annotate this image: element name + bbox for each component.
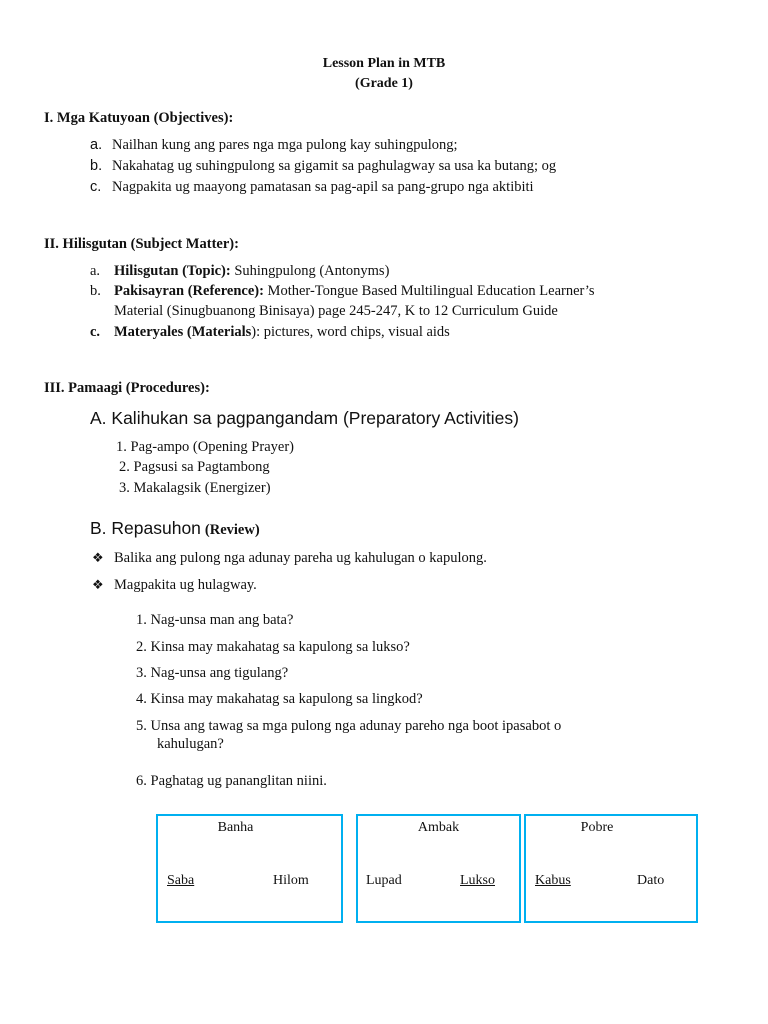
word-box-head: Banha (217, 820, 254, 835)
objective-text: Nagpakita ug maayong pamatasan sa pag-apil sa pang-grupo nga aktibiti (112, 179, 534, 195)
word-box-ambak (356, 814, 521, 923)
word-box-left-word: Saba (167, 873, 195, 888)
subject-label: Hilisgutan (Topic): (114, 263, 231, 279)
procedures-heading: III. Pamaagi (Procedures): (44, 380, 210, 396)
subject-text-continued: Material (Sinugbuanong Binisaya) page 245-247, K to 12 Curriculum Guide (114, 303, 558, 319)
prep-activity-item: 2. Pagsusi sa Pagtambong (119, 459, 270, 475)
subject-text: Mother-Tongue Based Multilingual Education Learner’s (263, 283, 595, 299)
objective-marker: a. (90, 137, 103, 153)
review-bullet (92, 577, 257, 594)
subject-marker: a. (90, 263, 101, 279)
section-b-title: B. Repasuhon (90, 518, 201, 538)
section-b-title-suffix: (Review) (204, 522, 260, 538)
objective-item (90, 179, 534, 196)
word-box-right-word: Lukso (460, 873, 495, 888)
section-b-title-row (90, 518, 260, 539)
subject-label: Materyales (Materials (114, 324, 252, 340)
review-question: 4. Kinsa may makahatag sa kapulong sa lingkod? (136, 691, 423, 707)
review-question: 2. Kinsa may makahatag sa kapulong sa lukso? (136, 639, 410, 655)
word-box-right-word: Dato (637, 873, 665, 888)
review-bullet (92, 550, 487, 567)
review-question: 3. Nag-unsa ang tigulang? (136, 665, 289, 681)
review-question-continued: kahulugan? (157, 736, 224, 752)
objective-text: Nailhan kung ang pares nga mga pulong kay suhingpulong; (112, 137, 458, 153)
diamond-bullet-icon: ❖ (92, 551, 104, 566)
word-box-left-word: Lupad (366, 873, 402, 888)
doc-subtitle: (Grade 1) (355, 76, 413, 91)
subject-label: Pakisayran (Reference): (114, 283, 264, 299)
subject-text: Suhingpulong (Antonyms) (230, 263, 390, 279)
prep-activity-item: 3. Makalagsik (Energizer) (119, 480, 271, 496)
review-question: 1. Nag-unsa man ang bata? (136, 612, 294, 628)
objective-marker: c. (90, 179, 102, 195)
subject-item (90, 263, 389, 280)
objective-item (90, 137, 458, 154)
doc-title: Lesson Plan in MTB (322, 56, 446, 71)
word-box-right-word: Hilom (273, 873, 309, 888)
review-question: 5. Unsa ang tawag sa mga pulong nga adunay pareho nga boot ipasabot o (136, 718, 562, 734)
word-box-head: Pobre (580, 820, 614, 835)
word-box-left-word: Kabus (535, 873, 571, 888)
subject-marker: b. (90, 283, 101, 299)
review-question: 6. Paghatag ug pananglitan niini. (136, 773, 327, 789)
objective-text: Nakahatag ug suhingpulong sa gigamit sa paghulagway sa usa ka butang; og (112, 158, 557, 174)
review-bullet-text: Magpakita ug hulagway. (114, 577, 257, 593)
subject-marker: c. (90, 324, 101, 340)
section-a-title: A. Kalihukan sa pagpangandam (Preparatory Activities) (90, 408, 519, 428)
diamond-bullet-icon: ❖ (92, 578, 104, 593)
word-box-banha (156, 814, 343, 923)
review-bullet-text: Balika ang pulong nga adunay pareha ug kahulugan o kapulong. (114, 550, 487, 566)
subject-text: ): pictures, word chips, visual aids (251, 324, 450, 340)
prep-activity-item: 1. Pag-ampo (Opening Prayer) (116, 439, 294, 455)
objective-marker: b. (90, 158, 103, 174)
objective-item (90, 158, 556, 175)
subject-item (90, 324, 450, 341)
objectives-heading: I. Mga Katuyoan (Objectives): (44, 110, 234, 126)
word-box-pobre (524, 814, 698, 923)
subject-matter-heading: II. Hilisgutan (Subject Matter): (44, 236, 239, 252)
subject-item (90, 283, 595, 300)
word-box-head: Ambak (417, 820, 460, 835)
